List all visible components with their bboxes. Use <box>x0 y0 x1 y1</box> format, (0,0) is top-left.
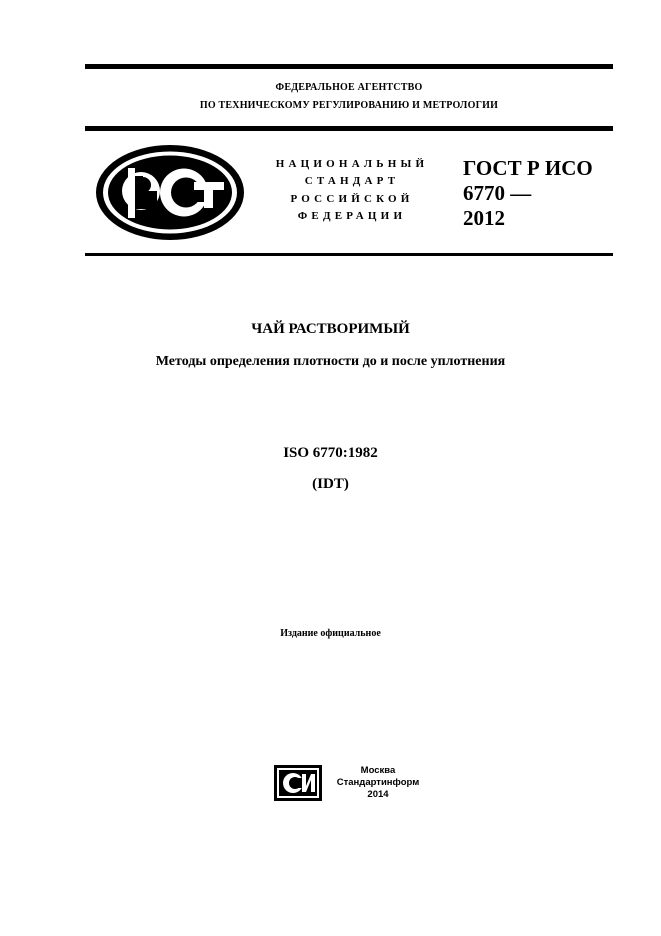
gost-line-1: ГОСТ Р ИСО <box>463 156 593 180</box>
gost-designation <box>463 156 593 231</box>
gost-line-3: 2012 <box>463 206 505 230</box>
publisher-info <box>326 765 430 801</box>
edition-label: Издание официальное <box>280 628 381 639</box>
national-line-3: РОССИЙСКОЙ <box>290 193 414 205</box>
block-rule <box>85 253 613 256</box>
national-line-1: НАЦИОНАЛЬНЫЙ <box>275 158 429 170</box>
publisher-name: Стандартинформ <box>336 777 420 788</box>
agency-line-2: ПО ТЕХНИЧЕСКОМУ РЕГУЛИРОВАНИЮ И МЕТРОЛОГИИ <box>199 100 499 111</box>
publisher-year: 2014 <box>367 789 389 800</box>
national-line-2: СТАНДАРТ <box>304 175 400 187</box>
standartinform-logo-icon <box>274 765 322 801</box>
document-title: ЧАЙ РАСТВОРИМЫЙ <box>251 321 410 337</box>
iso-number: ISO 6770:1982 <box>283 445 378 461</box>
rst-logo-icon <box>94 143 246 242</box>
publisher-city: Москва <box>360 765 396 776</box>
document-subtitle: Методы определения плотности до и после уплотнения <box>155 354 506 369</box>
gost-line-2: 6770 — <box>463 181 532 205</box>
agency-line-1: ФЕДЕРАЛЬНОЕ АГЕНТСТВО <box>275 82 423 93</box>
header-rule <box>85 126 613 131</box>
top-rule <box>85 64 613 69</box>
national-line-4: ФЕДЕРАЦИИ <box>297 210 407 222</box>
iso-identity: (IDT) <box>312 476 349 492</box>
